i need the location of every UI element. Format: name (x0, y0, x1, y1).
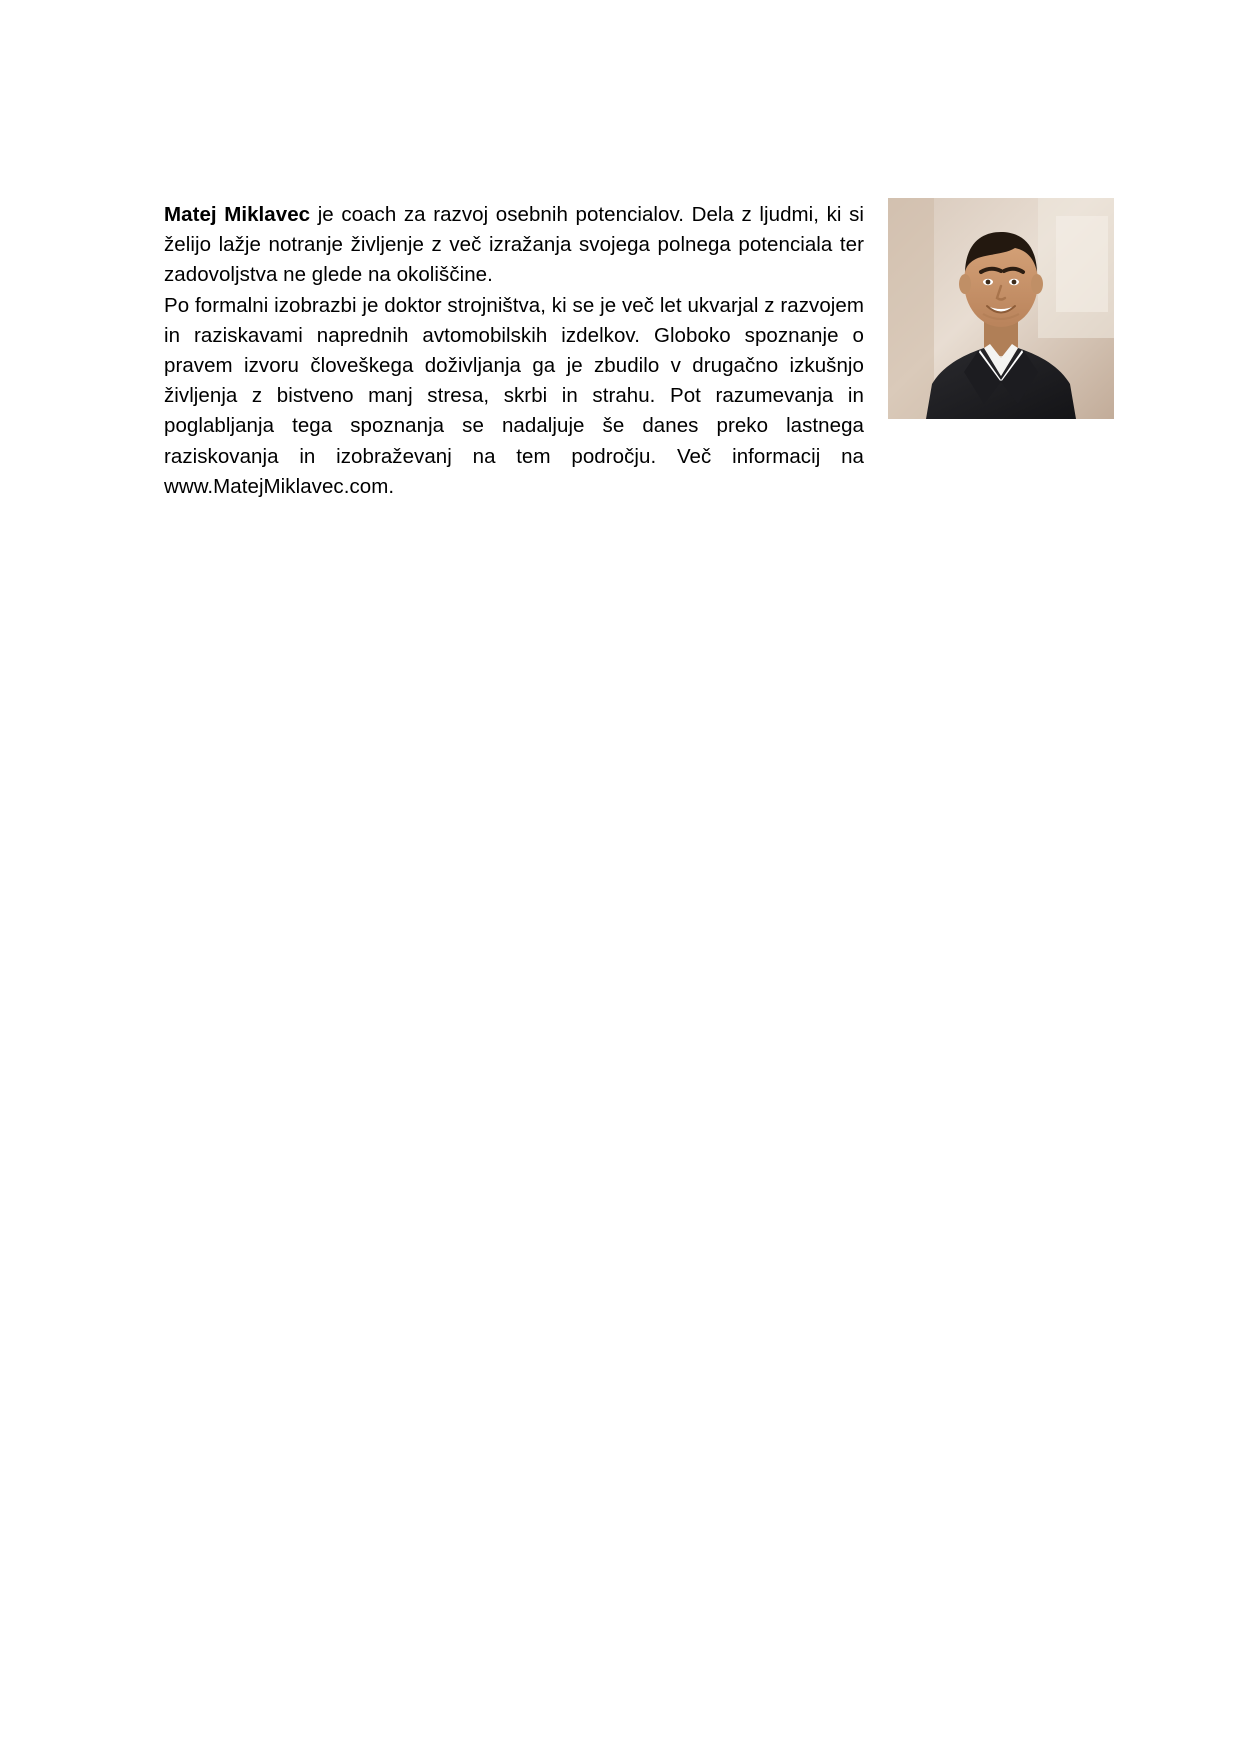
bio-block (164, 200, 1072, 502)
bio-paragraph-1-rest: je coach za razvoj osebnih potencialov. Dela z ljudmi, ki si želijo lažje notranje življenje z več izražanja svojega polnega potenciala ter zadovoljstva ne glede na okoliščine. (164, 203, 864, 287)
bio-paragraph-2: Po formalni izobrazbi je doktor strojništva, ki se je več let ukvarjal z razvojem in raziskavami naprednih avtomobilskih izdelkov. Globoko spoznanje o pravem izvoru človeškega doživljanja ga je zbudilo v drugačno izkušnjo življenja z bistveno manj stresa, skrbi in strahu. Pot razumevanja in poglabljanja tega spoznanja se nadaljuje še danes preko lastnega raziskovanja in izobraževanj na tem področju. Več informacij na www.MatejMiklavec.com. (164, 293, 864, 498)
bio-paragraph-1 (164, 200, 864, 291)
bio-person-name: Matej Miklavec (164, 203, 311, 226)
portrait-illustration (888, 198, 1114, 419)
portrait-photo (888, 198, 1114, 419)
bio-text (164, 200, 864, 502)
